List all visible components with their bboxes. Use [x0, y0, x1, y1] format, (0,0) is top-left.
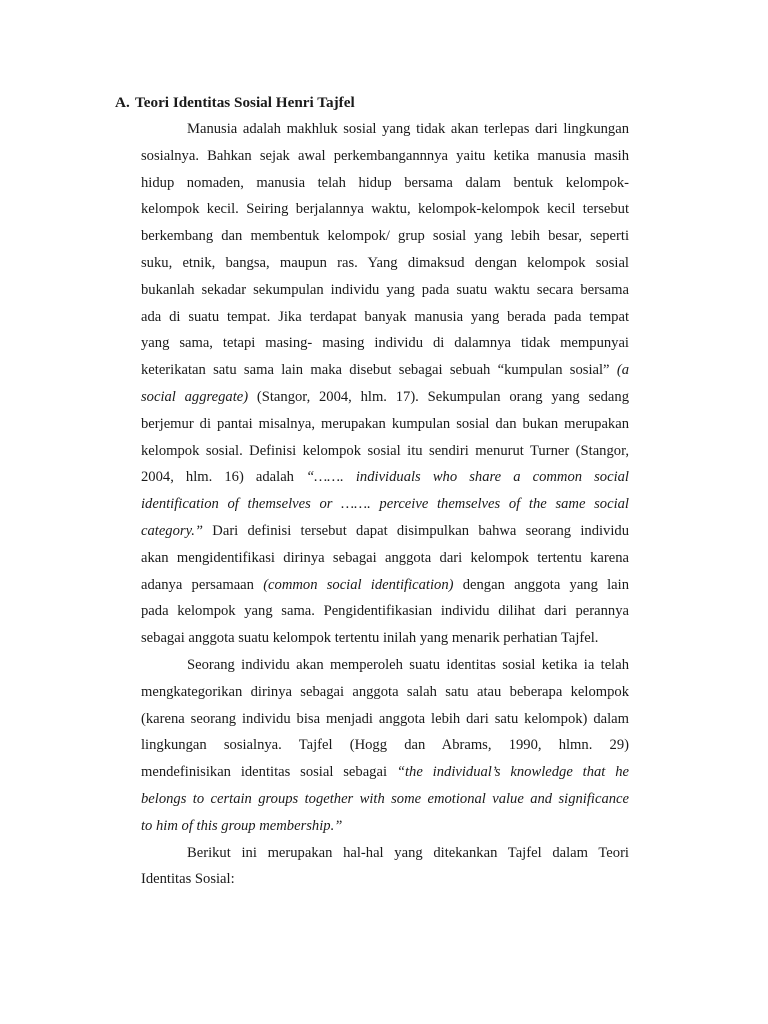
- italic-text: identification of themselves or ……. perceive themselves of the same social: [141, 496, 629, 513]
- text-segment: (karena seorang individu bisa menjadi anggota lebih dari satu kelompok) dalam: [141, 710, 629, 727]
- text-segment: bukanlah sekadar sekumpulan individu yang pada suatu waktu secara bersama: [141, 281, 629, 298]
- italic-text: “……. individuals who share a common social: [306, 469, 629, 486]
- text-segment: Manusia adalah makhluk sosial yang tidak akan terlepas dari lingkungan: [187, 121, 629, 137]
- italic-text: category.”: [141, 522, 204, 539]
- text-segment: pada kelompok yang sama. Pengidentifikasian individu dilihat dari perannya: [141, 603, 629, 620]
- italic-text: (common social identification): [263, 576, 454, 593]
- text-line: [141, 656, 629, 683]
- text-line: [141, 763, 629, 790]
- text-segment: keterikatan satu sama lain maka disebut sebagai sebuah “kumpulan sosial”: [141, 362, 617, 379]
- text-line: [141, 844, 629, 871]
- text-line: [141, 549, 629, 576]
- text-line: [141, 790, 629, 817]
- text-segment: Dari definisi tersebut dapat disimpulkan bahwa seorang individu: [203, 522, 629, 539]
- text-line: [141, 227, 629, 254]
- text-line: [141, 334, 629, 361]
- text-segment: sosialnya. Bahkan sejak awal perkembangannnya yaitu ketika manusia masih: [141, 147, 629, 164]
- text-segment: akan mengidentifikasi dirinya sebagai anggota dari kelompok tertentu karena: [141, 549, 629, 566]
- text-segment: hidup nomaden, manusia telah hidup bersama dalam bentuk kelompok-: [141, 174, 629, 191]
- text-line: [141, 254, 629, 281]
- text-line: [141, 174, 629, 201]
- text-segment: suku, etnik, bangsa, maupun ras. Yang dimaksud dengan kelompok sosial: [141, 254, 629, 271]
- text-line: [141, 710, 629, 737]
- text-line: [141, 361, 629, 388]
- text-line: [141, 522, 629, 549]
- paragraph: [141, 120, 629, 656]
- text-line: [141, 468, 629, 495]
- text-line: [141, 200, 629, 227]
- text-line: [141, 308, 629, 335]
- text-segment: berkembang dan membentuk kelompok/ grup sosial yang lebih besar, seperti: [141, 228, 629, 245]
- italic-text: social aggregate): [141, 388, 249, 405]
- text-segment: mendefinisikan identitas sosial sebagai: [141, 764, 397, 781]
- text-segment: kelompok sosial. Definisi kelompok sosial itu sendiri menurut Turner (Stangor,: [141, 442, 629, 459]
- text-segment: Identitas Sosial:: [141, 871, 235, 888]
- text-segment: lingkungan sosialnya. Tajfel (Hogg dan Abrams, 1990, hlmn. 29): [141, 737, 629, 754]
- text-segment: Berikut ini merupakan hal-hal yang ditekankan Tajfel dalam Teori: [187, 844, 629, 861]
- text-segment: (Stangor, 2004, hlm. 17). Sekumpulan orang yang sedang: [248, 388, 629, 405]
- paragraph: [141, 656, 629, 844]
- text-segment: adanya persamaan: [141, 576, 264, 593]
- paragraph: [141, 844, 629, 898]
- text-line: [141, 442, 629, 469]
- section-heading: [115, 93, 355, 113]
- text-segment: Seorang individu akan memperoleh suatu identitas sosial ketika ia telah: [187, 656, 629, 673]
- text-line: [141, 415, 629, 442]
- text-line: [141, 629, 629, 656]
- text-segment: ada di suatu tempat. Jika terdapat banyak manusia yang berada pada tempat: [141, 308, 629, 325]
- italic-text: to him of this group membership.”: [141, 817, 343, 834]
- text-line: [141, 817, 629, 844]
- italic-text: (a: [616, 362, 629, 379]
- text-segment: kelompok kecil. Seiring berjalannya waktu, kelompok-kelompok kecil tersebut: [141, 201, 629, 218]
- text-segment: mengkategorikan dirinya sebagai anggota salah satu atau beberapa kelompok: [141, 683, 629, 700]
- text-line: [141, 147, 629, 174]
- text-segment: dengan anggota yang lain: [453, 576, 630, 593]
- text-line: [141, 576, 629, 603]
- text-segment: berjemur di pantai misalnya, merupakan kumpulan sosial dan bukan merupakan: [141, 415, 629, 432]
- text-line: [141, 870, 629, 897]
- text-line: [141, 736, 629, 763]
- section-marker: A.: [115, 94, 130, 111]
- text-line: [141, 281, 629, 308]
- text-line: [141, 388, 629, 415]
- text-line: [141, 683, 629, 710]
- body-text: [141, 120, 629, 897]
- text-segment: sebagai anggota suatu kelompok tertentu inilah yang menarik perhatian Tajfel.: [141, 630, 599, 647]
- italic-text: belongs to certain groups together with some emotional value and significance: [141, 790, 629, 807]
- text-segment: 2004, hlm. 16) adalah: [141, 469, 307, 486]
- text-segment: yang sama, tetapi masing- masing individu di dalamnya tidak mempunyai: [141, 335, 629, 352]
- text-line: [141, 495, 629, 522]
- section-title: Teori Identitas Sosial Henri Tajfel: [135, 94, 355, 111]
- italic-text: “the individual’s knowledge that he: [396, 764, 629, 781]
- text-line: [141, 602, 629, 629]
- text-line: [141, 120, 629, 147]
